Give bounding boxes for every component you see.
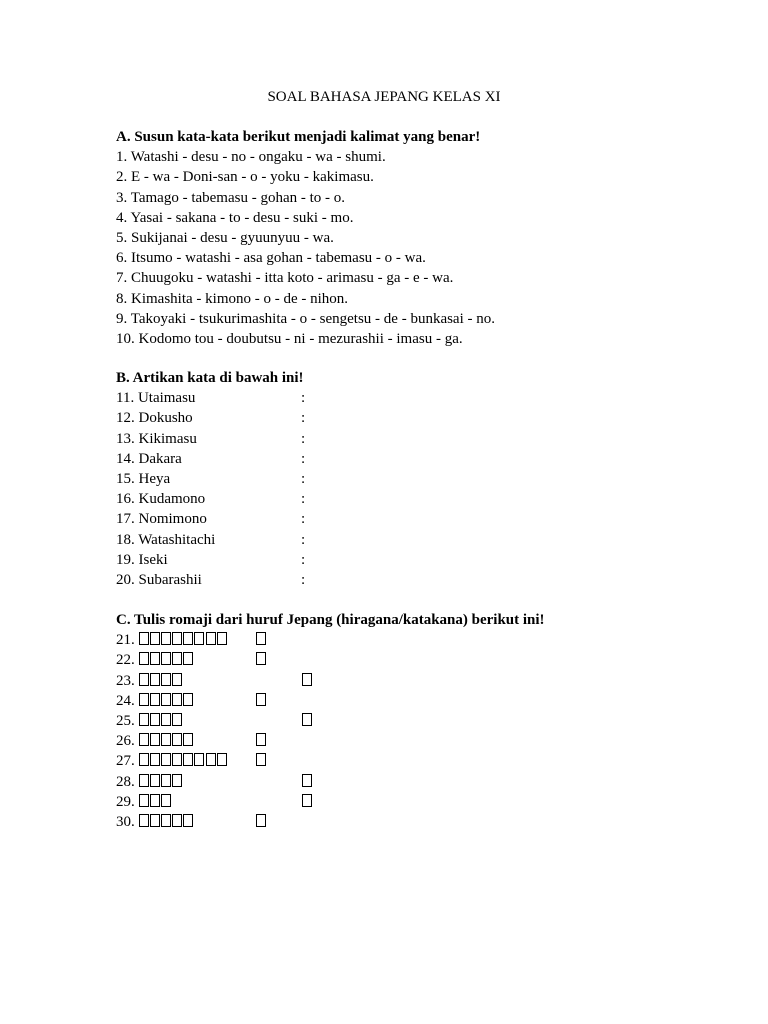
kana-item-number: 29. [116,793,139,810]
kana-item [116,751,676,771]
missing-glyph-icon [139,794,149,807]
kana-item [116,691,676,711]
answer-marker [302,792,313,812]
missing-glyph-icon [194,632,204,645]
kana-glyph-boxes [139,711,184,731]
missing-glyph-icon [302,794,312,807]
missing-glyph-icon [256,652,266,665]
answer-colon: : [301,470,306,487]
kana-item [116,792,676,812]
missing-glyph-icon [217,632,227,645]
answer-colon: : [301,511,306,528]
missing-glyph-icon [172,632,182,645]
kana-glyph-boxes [139,630,229,650]
missing-glyph-icon [183,693,193,706]
section-b-heading: B. Artikan kata di bawah ini! [116,370,304,386]
missing-glyph-icon [161,814,171,827]
missing-glyph-icon [139,693,149,706]
kana-item-number: 23. [116,672,139,689]
vocab-item [116,388,676,408]
missing-glyph-icon [183,753,193,766]
vocab-item [116,408,676,428]
missing-glyph-icon [183,814,193,827]
missing-glyph-icon [139,713,149,726]
vocab-word: 15. Heya [116,470,171,487]
kana-glyph-boxes [139,812,195,832]
kana-glyph-boxes [139,731,195,751]
answer-marker [256,691,267,711]
missing-glyph-icon [139,814,149,827]
section-b [116,368,676,590]
missing-glyph-icon [206,632,216,645]
sentence-item: 1. Watashi - desu - no - ongaku - wa - shumi. [116,149,386,166]
kana-glyph-boxes [139,671,184,691]
answer-colon: : [301,551,306,568]
missing-glyph-icon [161,753,171,766]
sentence-item: 10. Kodomo tou - doubutsu - ni - mezurashii - imasu - ga. [116,330,463,347]
vocab-word: 17. Nomimono [116,511,207,528]
kana-glyph-boxes [139,772,184,792]
missing-glyph-icon [172,652,182,665]
missing-glyph-icon [302,774,312,787]
missing-glyph-icon [139,753,149,766]
vocab-word: 20. Subarashii [116,571,202,588]
kana-list [116,630,676,832]
answer-colon: : [301,571,306,588]
answer-marker [302,711,313,731]
kana-item [116,731,676,751]
missing-glyph-icon [172,753,182,766]
sentence-item: 6. Itsumo - watashi - asa gohan - tabemasu - o - wa. [116,250,426,267]
missing-glyph-icon [172,673,182,686]
answer-colon: : [301,410,306,427]
missing-glyph-icon [302,713,312,726]
missing-glyph-icon [172,693,182,706]
missing-glyph-icon [161,673,171,686]
missing-glyph-icon [194,753,204,766]
missing-glyph-icon [161,693,171,706]
sentence-item: 2. E - wa - Doni-san - o - yoku - kakimasu. [116,169,374,186]
vocab-item [116,570,676,590]
kana-glyph-boxes [139,751,229,771]
vocab-item [116,550,676,570]
section-a-heading: A. Susun kata-kata berikut menjadi kalimat yang benar! [116,129,481,145]
missing-glyph-icon [150,632,160,645]
missing-glyph-icon [161,652,171,665]
missing-glyph-icon [172,733,182,746]
kana-item [116,812,676,832]
missing-glyph-icon [256,693,266,706]
vocab-item [116,429,676,449]
kana-glyph-boxes [139,792,173,812]
missing-glyph-icon [161,713,171,726]
missing-glyph-icon [150,753,160,766]
missing-glyph-icon [256,753,266,766]
missing-glyph-icon [183,733,193,746]
missing-glyph-icon [139,733,149,746]
missing-glyph-icon [217,753,227,766]
section-a [116,127,676,349]
section-c [116,610,676,832]
answer-colon: : [301,390,306,407]
sentence-item: 9. Takoyaki - tsukurimashita - o - sengetsu - de - bunkasai - no. [116,310,496,327]
missing-glyph-icon [172,774,182,787]
vocab-word: 18. Watashitachi [116,531,216,548]
answer-marker [256,751,267,771]
kana-item-number: 28. [116,773,139,790]
answer-marker [256,630,267,650]
sentence-item: 4. Yasai - sakana - to - desu - suki - mo. [116,209,354,226]
kana-item-number: 21. [116,632,139,649]
vocab-item [116,469,676,489]
missing-glyph-icon [150,713,160,726]
kana-item [116,630,676,650]
sentence-item: 7. Chuugoku - watashi - itta koto - arimasu - ga - e - wa. [116,270,454,287]
answer-colon: : [301,491,306,508]
missing-glyph-icon [150,652,160,665]
kana-item [116,711,676,731]
missing-glyph-icon [256,733,266,746]
kana-item [116,671,676,691]
vocab-item [116,530,676,550]
missing-glyph-icon [206,753,216,766]
kana-item-number: 27. [116,753,139,770]
missing-glyph-icon [183,632,193,645]
missing-glyph-icon [150,673,160,686]
kana-item-number: 24. [116,692,139,709]
vocab-item [116,449,676,469]
missing-glyph-icon [161,774,171,787]
vocab-word: 11. Utaimasu [116,390,196,407]
missing-glyph-icon [150,733,160,746]
vocab-word: 16. Kudamono [116,491,206,508]
kana-item [116,772,676,792]
missing-glyph-icon [150,794,160,807]
section-c-heading: C. Tulis romaji dari huruf Jepang (hiragana/katakana) berikut ini! [116,612,545,628]
missing-glyph-icon [161,794,171,807]
sentence-item: 8. Kimashita - kimono - o - de - nihon. [116,290,349,307]
missing-glyph-icon [150,693,160,706]
missing-glyph-icon [150,774,160,787]
kana-glyph-boxes [139,691,195,711]
answer-marker [256,812,267,832]
kana-item [116,650,676,670]
vocab-word: 19. Iseki [116,551,168,568]
sentence-item: 3. Tamago - tabemasu - gohan - to - o. [116,189,346,206]
missing-glyph-icon [139,673,149,686]
missing-glyph-icon [161,632,171,645]
vocab-word: 13. Kikimasu [116,430,197,447]
sentence-item: 5. Sukijanai - desu - gyuunyuu - wa. [116,229,334,246]
kana-item-number: 26. [116,733,139,750]
vocab-item [116,489,676,509]
kana-item-number: 30. [116,813,139,830]
vocab-word: 12. Dokusho [116,410,193,427]
missing-glyph-icon [161,733,171,746]
missing-glyph-icon [139,632,149,645]
missing-glyph-icon [150,814,160,827]
kana-item-number: 25. [116,712,139,729]
answer-colon: : [301,450,306,467]
missing-glyph-icon [256,632,266,645]
missing-glyph-icon [256,814,266,827]
answer-marker [302,772,313,792]
vocab-item [116,509,676,529]
missing-glyph-icon [139,774,149,787]
kana-glyph-boxes [139,650,195,670]
missing-glyph-icon [172,814,182,827]
missing-glyph-icon [183,652,193,665]
answer-colon: : [301,531,306,548]
answer-marker [256,650,267,670]
missing-glyph-icon [302,673,312,686]
missing-glyph-icon [139,652,149,665]
page-title: SOAL BAHASA JEPANG KELAS XI [267,89,501,105]
missing-glyph-icon [172,713,182,726]
answer-marker [302,671,313,691]
vocab-word: 14. Dakara [116,450,182,467]
answer-colon: : [301,430,306,447]
kana-item-number: 22. [116,652,139,669]
answer-marker [256,731,267,751]
